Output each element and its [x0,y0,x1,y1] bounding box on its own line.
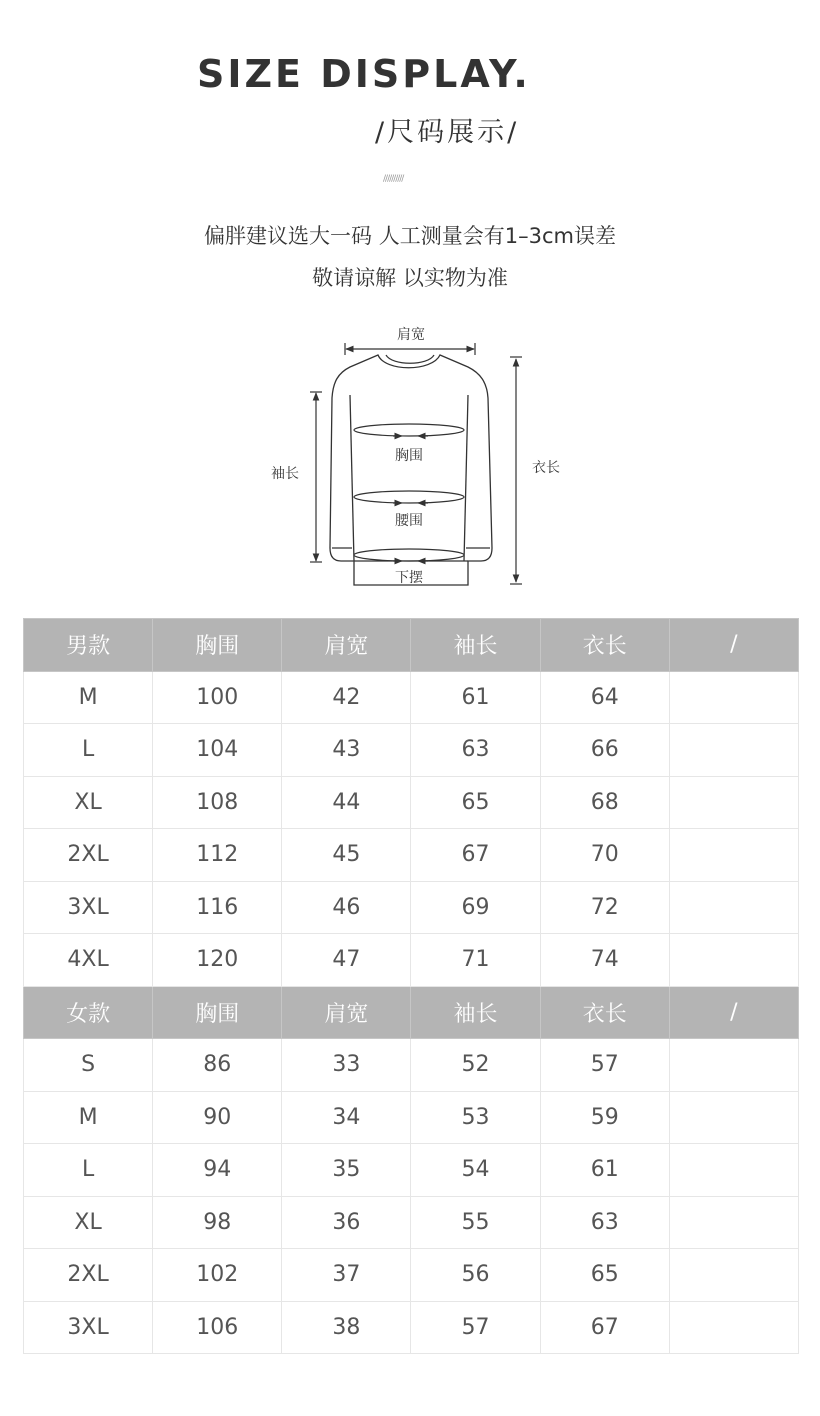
table-cell [669,1249,798,1302]
table-cell [669,1039,798,1092]
table-cell: 56 [411,1249,540,1302]
table-cell: 68 [540,776,669,829]
table-cell: 61 [540,1144,669,1197]
table-cell: 86 [153,1039,282,1092]
men-size-row [24,934,799,987]
label-shoulder: 肩宽 [397,327,425,343]
label-waist: 腰围 [395,513,423,529]
table-cell: 4XL [24,934,153,987]
size-note-line2: 敬请谅解 以实物为准 [312,266,508,290]
table-cell: 47 [282,934,411,987]
table-cell: 64 [540,671,669,724]
table-cell: 100 [153,671,282,724]
table-cell: 106 [153,1301,282,1354]
table-cell: 2XL [24,829,153,882]
women-size-row [24,1301,799,1354]
table-cell: L [24,724,153,777]
header-cell: 衣长 [540,619,669,672]
table-cell: 36 [282,1196,411,1249]
table-cell: 90 [153,1091,282,1144]
men-header-row [24,619,799,672]
table-cell: 72 [540,881,669,934]
table-cell [669,776,798,829]
header-cell: 胸围 [153,619,282,672]
label-length: 衣长 [532,460,560,476]
table-cell: 2XL [24,1249,153,1302]
table-cell: 35 [282,1144,411,1197]
table-cell: 45 [282,829,411,882]
table-cell: XL [24,776,153,829]
women-size-row [24,1196,799,1249]
table-cell: 44 [282,776,411,829]
table-cell: 55 [411,1196,540,1249]
women-size-row [24,1039,799,1092]
table-cell [669,1196,798,1249]
table-cell [669,934,798,987]
table-cell: 42 [282,671,411,724]
size-chart-table [23,618,799,1354]
page-title: SIZE DISPLAY. [197,52,531,96]
men-size-row [24,776,799,829]
header-cell: 女款 [24,986,153,1039]
header-cell: 袖长 [411,619,540,672]
table-cell: 34 [282,1091,411,1144]
label-hem: 下摆 [395,570,423,586]
table-cell: 38 [282,1301,411,1354]
table-cell: 65 [540,1249,669,1302]
table-cell: 37 [282,1249,411,1302]
table-cell [669,1301,798,1354]
table-cell [669,881,798,934]
table-cell: 104 [153,724,282,777]
table-cell: 52 [411,1039,540,1092]
table-cell: XL [24,1196,153,1249]
table-cell: 71 [411,934,540,987]
table-cell: 46 [282,881,411,934]
label-sleeve: 袖长 [271,466,299,482]
table-cell: 43 [282,724,411,777]
table-cell: 94 [153,1144,282,1197]
header-cell: 衣长 [540,986,669,1039]
men-size-row [24,724,799,777]
table-cell: M [24,671,153,724]
size-note-line1: 偏胖建议选大一码 人工测量会有1–3cm误差 [204,224,616,248]
table-cell: M [24,1091,153,1144]
chest-line [354,424,464,436]
header-cell: 肩宽 [282,619,411,672]
hem-line [354,549,464,561]
women-size-row [24,1249,799,1302]
table-cell [669,829,798,882]
table-cell: 108 [153,776,282,829]
table-cell: 53 [411,1091,540,1144]
table-cell: 3XL [24,1301,153,1354]
table-cell: 67 [411,829,540,882]
women-header-row [24,986,799,1039]
table-cell: 57 [411,1301,540,1354]
table-cell: 67 [540,1301,669,1354]
page-subtitle: /尺码展示/ [375,117,520,148]
waist-line [354,491,464,503]
women-size-row [24,1091,799,1144]
table-cell: 61 [411,671,540,724]
header-cell: 袖长 [411,986,540,1039]
table-cell: 66 [540,724,669,777]
table-cell [669,1091,798,1144]
table-cell: 57 [540,1039,669,1092]
table-cell [669,1144,798,1197]
header-cell: 肩宽 [282,986,411,1039]
divider-slashes: ////////// [383,174,404,184]
table-cell: 59 [540,1091,669,1144]
label-chest: 胸围 [395,448,423,464]
table-cell: 33 [282,1039,411,1092]
table-cell: 3XL [24,881,153,934]
table-cell: 116 [153,881,282,934]
table-cell: 112 [153,829,282,882]
header-cell: / [669,986,798,1039]
table-cell [669,671,798,724]
table-cell: 63 [411,724,540,777]
garment-measurement-diagram [0,318,820,598]
header-cell: 胸围 [153,986,282,1039]
women-size-row [24,1144,799,1197]
table-cell: 120 [153,934,282,987]
header-cell: / [669,619,798,672]
men-size-row [24,829,799,882]
table-cell: 63 [540,1196,669,1249]
table-cell: 98 [153,1196,282,1249]
men-size-row [24,881,799,934]
table-cell [669,724,798,777]
table-cell: S [24,1039,153,1092]
table-cell: 54 [411,1144,540,1197]
sweater-outline-icon [330,355,492,585]
table-cell: 65 [411,776,540,829]
table-cell: 102 [153,1249,282,1302]
table-cell: 74 [540,934,669,987]
table-cell: 69 [411,881,540,934]
table-cell: 70 [540,829,669,882]
header-cell: 男款 [24,619,153,672]
men-size-row [24,671,799,724]
table-cell: L [24,1144,153,1197]
